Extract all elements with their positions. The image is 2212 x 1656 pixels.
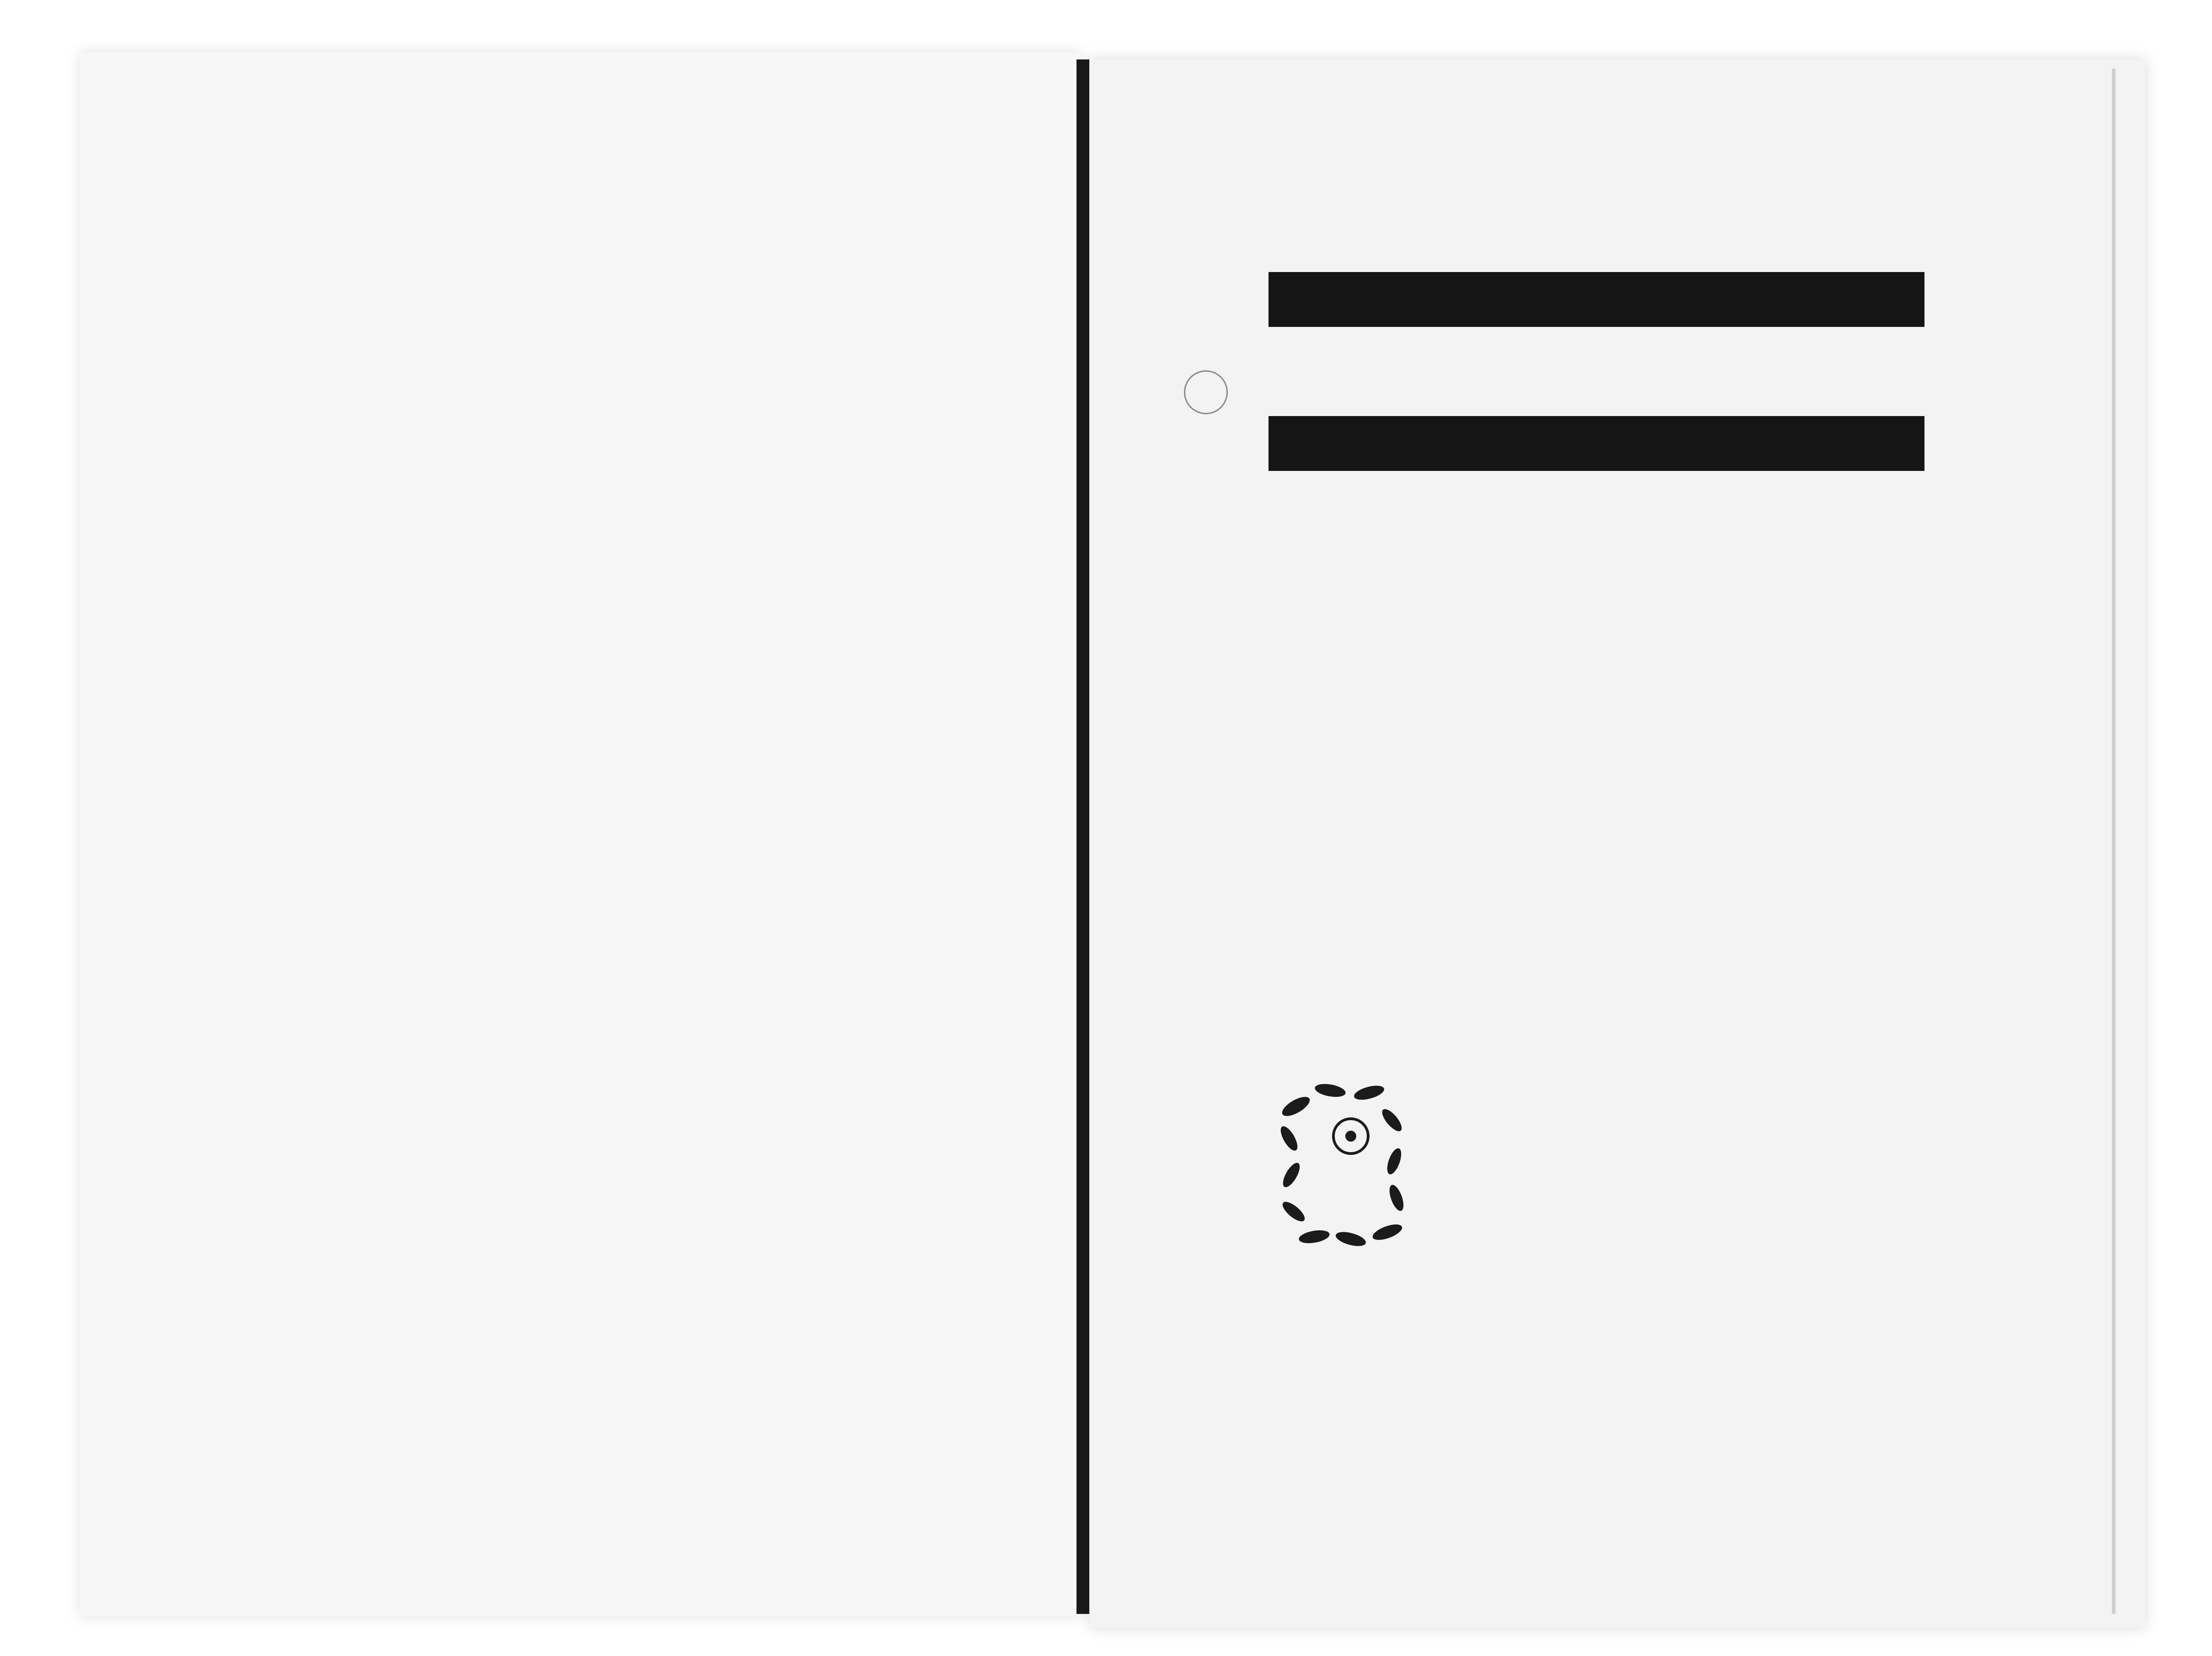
bleed-through-text [197, 969, 946, 1381]
page-edge [2112, 69, 2116, 1614]
ornamental-header-band [1269, 272, 1924, 471]
left-page [80, 53, 1081, 1616]
decorated-initial [1278, 1079, 1410, 1250]
circled-number [1184, 370, 1228, 414]
book-spine [1077, 59, 1089, 1614]
